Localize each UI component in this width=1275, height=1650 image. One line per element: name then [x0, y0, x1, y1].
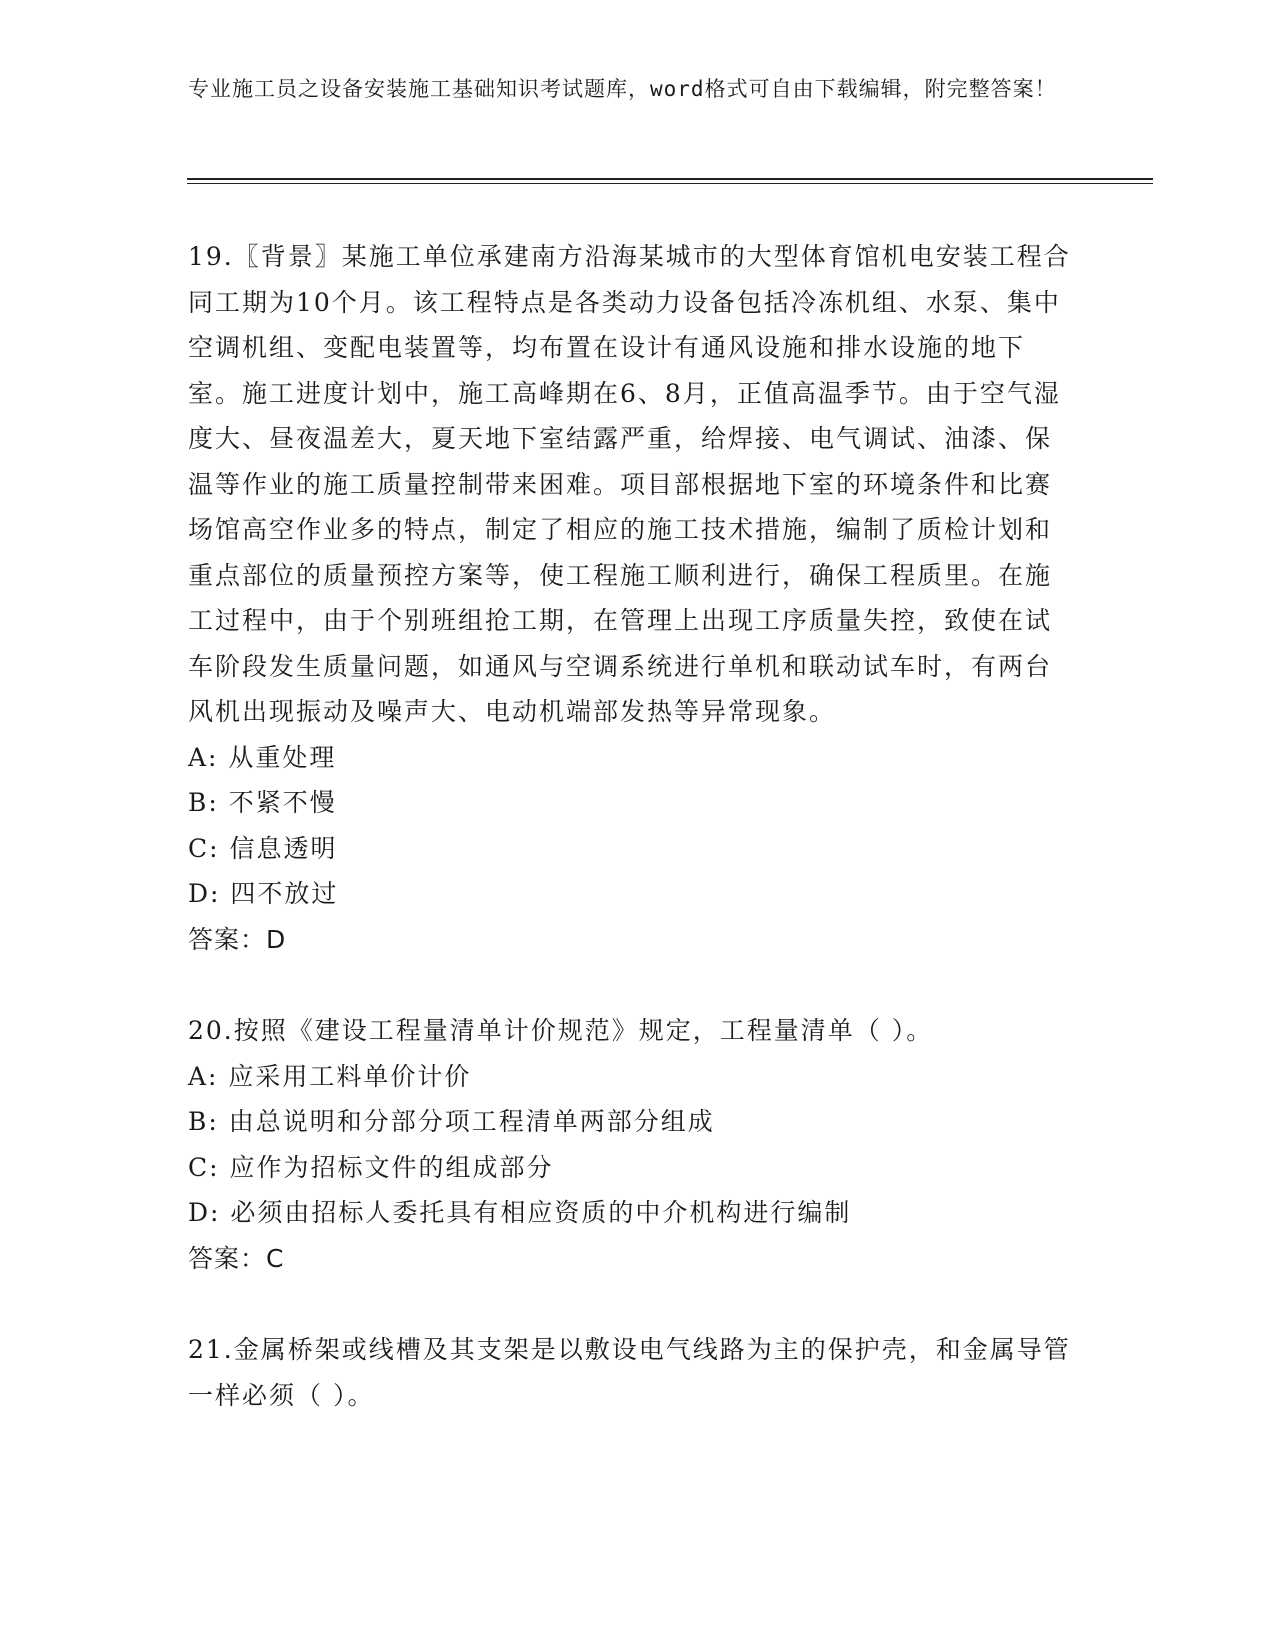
option-a: A: 应采用工料单价计价 — [188, 1061, 472, 1091]
option-d: D: 四不放过 — [188, 879, 339, 908]
option-a: A: 从重处理 — [188, 742, 337, 772]
option-b: B: 由总说明和分部分项工程清单两部分组成 — [188, 1107, 715, 1136]
question-20 — [188, 1008, 1078, 1281]
question-19 — [188, 234, 1078, 962]
option-c: C: 应作为招标文件的组成部分 — [188, 1152, 554, 1182]
option-c: C: 信息透明 — [188, 833, 338, 863]
header-text: 专业施工员之设备安装施工基础知识考试题库，word格式可自由下载编辑，附完整答案！ — [188, 77, 1057, 101]
question-text: 19.〖背景〗某施工单位承建南方沿海某城市的大型体育馆机电安装工程合同工期为10个月。该工程特点是各类动力设备包括冷冻机组、水泵、集中空调机组、变配电装置等，均布置在设计有通风设施和排水设施的地下室。施工进度计划中，施工高峰期在6、8月，正值高温季节。由于空气湿度大、昼夜温差大，夏天地下室结露严重，给焊接、电气调试、油漆、保温等作业的施工质量控制带来困难。项目部根据地下室的环境条件和比赛场馆高空作业多的特点，制定了相应的施工技术措施，编制了质检计划和重点部位的质量预控方案等，使工程施工顺利进行，确保工程质里。在施工过程中，由于个别班组抢工期，在管理上出现工序质量失控，致使在试车阶段发生质量问题，如通风与空调系统进行单机和联动试车时，有两台风机出现振动及噪声大、电动机端部发热等异常现象。 — [188, 242, 1071, 726]
answer: 答案：D — [188, 924, 287, 954]
header-rule-thin — [187, 183, 1153, 184]
option-d: D: 必须由招标人委托具有相应资质的中介机构进行编制 — [188, 1198, 852, 1227]
question-21 — [188, 1327, 1078, 1418]
question-text: 20.按照《建设工程量清单计价规范》规定，工程量清单（ ）。 — [188, 1016, 934, 1045]
question-text: 21.金属桥架或线槽及其支架是以敷设电气线路为主的保护壳，和金属导管一样必须（ ）。 — [188, 1335, 1071, 1410]
document-header — [188, 72, 1068, 106]
option-b: B: 不紧不慢 — [188, 788, 337, 817]
header-rule-thick — [187, 178, 1153, 180]
question-list — [188, 234, 1078, 1464]
answer: 答案：C — [188, 1243, 285, 1273]
